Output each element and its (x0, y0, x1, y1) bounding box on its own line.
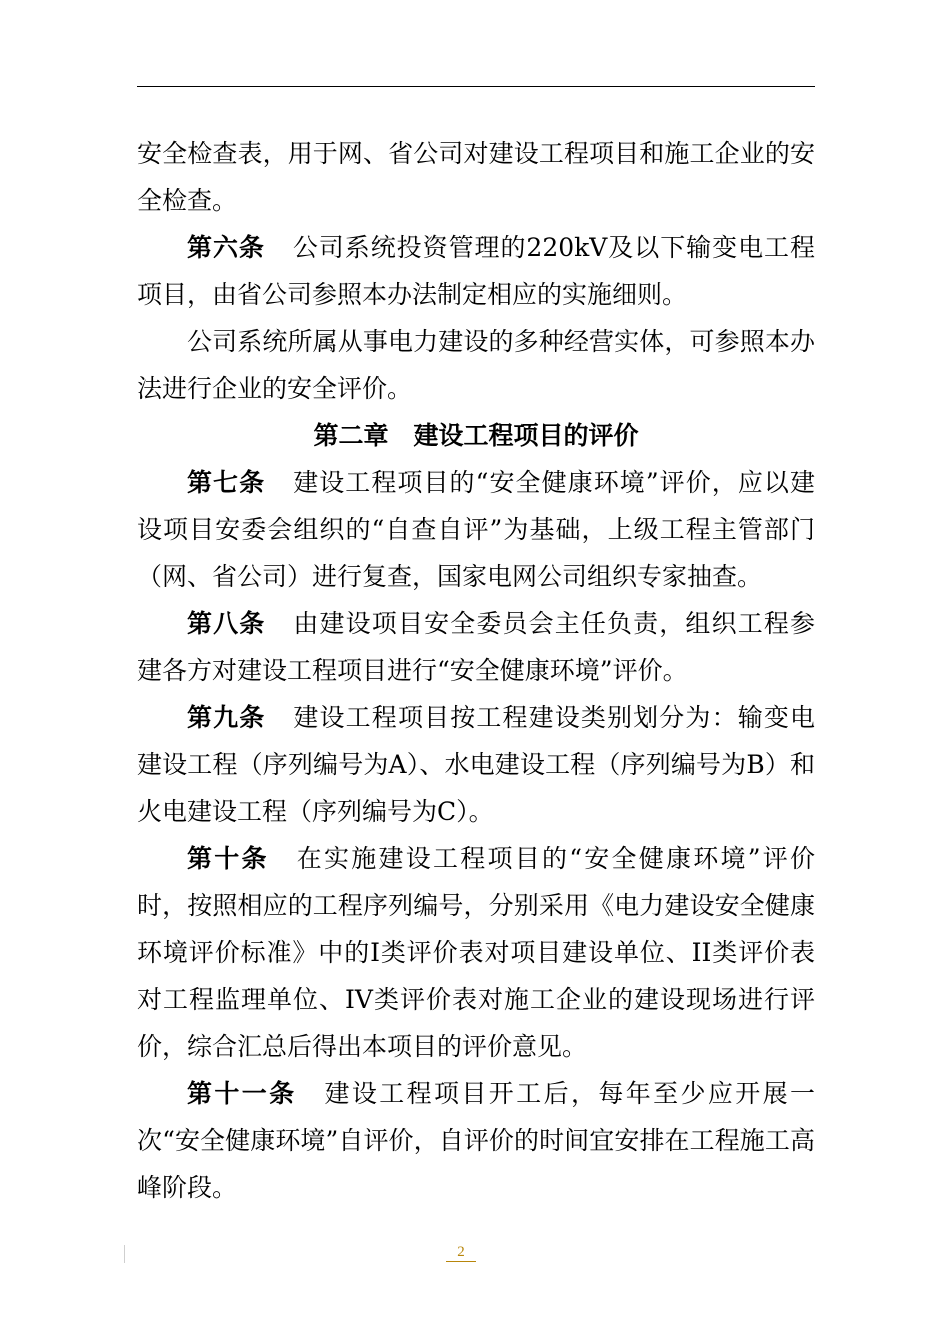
paragraph-text: 在实施建设工程项目的“安全健康环境”评价时，按照相应的工程序列编号，分别采用《电力建设安全健康环境评价标准》中的I类评价表对项目建设单位、II类评价表对工程监理单位、IV类评价表对施工企业的建设现场进行评价，综合汇总后得出本项目的评价意见。 (137, 844, 815, 1061)
clause-label: 第十一条 (187, 1079, 297, 1108)
margin-marker (124, 1245, 125, 1263)
paragraph-text: 建设工程项目按工程建设类别划分为：输变电建设工程（序列编号为A）、水电建设工程（序列编号为B）和火电建设工程（序列编号为C）。 (137, 703, 815, 826)
paragraph (137, 1070, 815, 1211)
paragraph (137, 694, 815, 835)
paragraph-text: 公司系统所属从事电力建设的多种经营实体，可参照本办法进行企业的安全评价。 (137, 327, 815, 403)
paragraph (137, 224, 815, 318)
paragraph (137, 130, 815, 224)
clause-label: 第六条 (187, 233, 265, 262)
paragraph-text: 安全检查表，用于网、省公司对建设工程项目和施工企业的安全检查。 (137, 139, 815, 215)
page-number: 2 (446, 1243, 476, 1262)
paragraph (137, 835, 815, 1070)
clause-label: 第十条 (187, 844, 269, 873)
paragraph-text: 公司系统投资管理的220kV及以下输变电工程项目，由省公司参照本办法制定相应的实施细则。 (137, 233, 815, 309)
paragraph (137, 459, 815, 600)
paragraph (137, 318, 815, 412)
paragraph-text: 建设工程项目的“安全健康环境”评价，应以建设项目安委会组织的“自查自评”为基础，上级工程主管部门（网、省公司）进行复查，国家电网公司组织专家抽查。 (137, 468, 815, 591)
chapter-heading: 第二章 建设工程项目的评价 (313, 421, 639, 450)
paragraph-text: 建设工程项目开工后，每年至少应开展一次“安全健康环境”自评价，自评价的时间宜安排在工程施工高峰阶段。 (137, 1079, 815, 1202)
paragraph-text: 由建设项目安全委员会主任负责，组织工程参建各方对建设工程项目进行“安全健康环境”评价。 (137, 609, 815, 685)
clause-label: 第七条 (187, 468, 266, 497)
paragraph (137, 600, 815, 694)
clause-label: 第八条 (187, 609, 266, 638)
header-rule (137, 86, 815, 87)
document-body (137, 130, 815, 1211)
clause-label: 第九条 (187, 703, 266, 732)
